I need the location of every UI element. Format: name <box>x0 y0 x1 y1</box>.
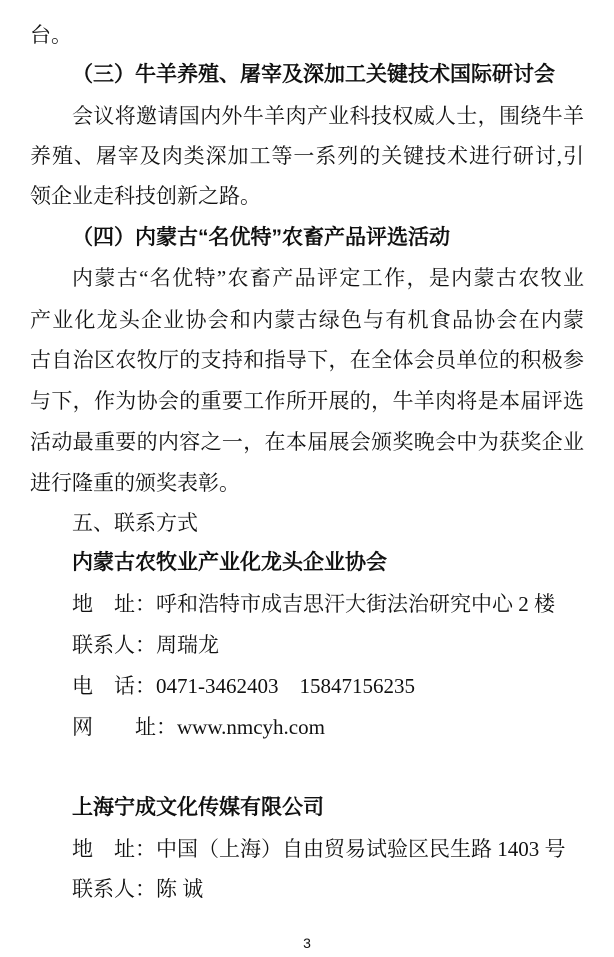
contact-website: 网 址：www.nmcyh.com <box>72 715 325 739</box>
contact-person: 联系人：陈 诚 <box>72 877 204 901</box>
page-number: 3 <box>303 935 311 951</box>
contact-org: 内蒙古农牧业产业化龙头企业协会 <box>72 551 387 574</box>
paragraph-line: 内蒙古“名优特”农畜产品评定工作，是内蒙古农牧业 <box>72 266 584 290</box>
section-heading-4: （四）内蒙古“名优特”农畜产品评选活动 <box>72 226 450 249</box>
paragraph-line: 领企业走科技创新之路。 <box>30 184 261 208</box>
paragraph-line: 进行隆重的颁奖表彰。 <box>30 471 240 495</box>
paragraph-line: 养殖、屠宰及肉类深加工等一系列的关键技术进行研讨,引 <box>30 144 584 168</box>
contact-address: 地 址：呼和浩特市成吉思汗大街法治研究中心 2 楼 <box>72 592 555 616</box>
contact-person: 联系人：周瑞龙 <box>72 633 219 657</box>
paragraph-line: 活动最重要的内容之一，在本届展会颁奖晚会中为获奖企业 <box>30 430 584 454</box>
paragraph-line: 产业化龙头企业协会和内蒙古绿色与有机食品协会在内蒙 <box>30 308 584 332</box>
paragraph-tail: 台。 <box>30 23 72 47</box>
section-heading-3: （三）牛羊养殖、屠宰及深加工关键技术国际研讨会 <box>72 63 555 86</box>
paragraph-line: 会议将邀请国内外牛羊肉产业科技权威人士，围绕牛羊 <box>72 104 584 128</box>
contact-org: 上海宁成文化传媒有限公司 <box>72 796 324 819</box>
contact-address: 地 址：中国（上海）自由贸易试验区民生路 1403 号 <box>72 837 566 861</box>
contact-phone: 电 话：0471-3462403 15847156235 <box>72 674 415 698</box>
paragraph-line: 与下，作为协会的重要工作所开展的，牛羊肉将是本届评选 <box>30 389 584 413</box>
paragraph-line: 古自治区农牧厅的支持和指导下，在全体会员单位的积极参 <box>30 348 584 372</box>
section-heading-5: 五、联系方式 <box>72 511 198 535</box>
